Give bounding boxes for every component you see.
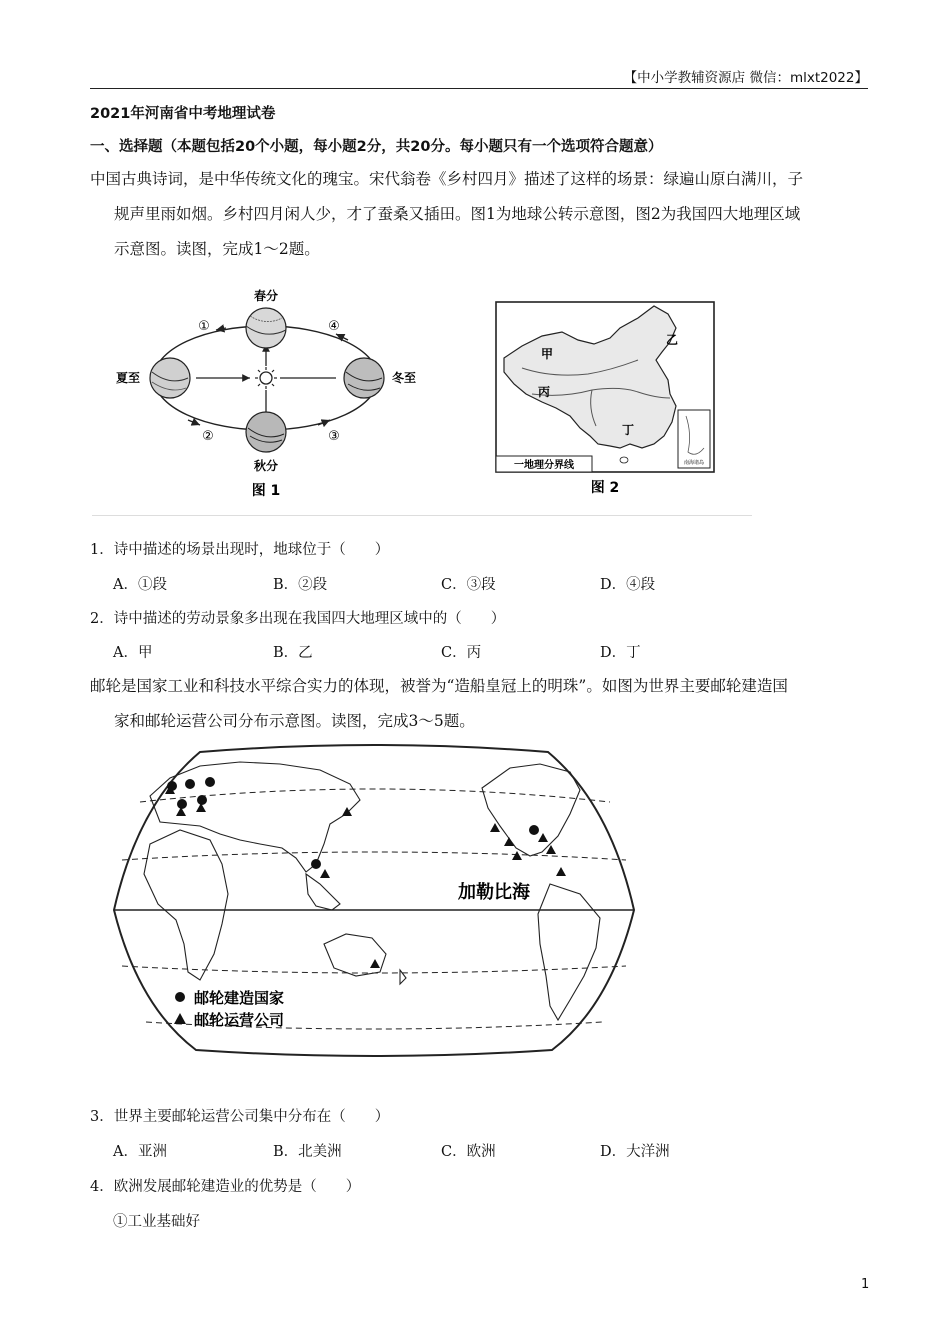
earth-winter-icon: [344, 358, 384, 398]
q2-option-b: B．乙: [273, 645, 313, 661]
figure-divider: [92, 515, 752, 516]
passage-2-line-2: 家和邮轮运营公司分布示意图。读图，完成3～5题。: [114, 712, 475, 730]
region-ding-label: 丁: [621, 423, 635, 437]
passage-1-line-2: 规声里雨如烟。乡村四月闲人少，才了蚕桑又插田。图1为地球公转示意图，图2为我国四大地理区域: [114, 205, 801, 223]
header-rule: [90, 88, 868, 89]
region-jia-label: 甲: [540, 347, 554, 361]
legend-build-marker: [175, 992, 185, 1002]
page-number: 1: [861, 1277, 870, 1292]
earth-spring-icon: [246, 308, 286, 348]
q3-option-c: C．欧洲: [441, 1144, 496, 1160]
q2-option-d: D．丁: [600, 645, 641, 661]
earth-summer-icon: [150, 358, 190, 398]
q1-option-c: C．③段: [441, 577, 496, 593]
segment-2-label: ②: [202, 429, 214, 444]
question-4: 4．欧洲发展邮轮建造业的优势是（ ）: [90, 1179, 361, 1195]
inset-label: 南海诸岛: [683, 460, 705, 466]
map-border: [114, 745, 634, 1056]
q2-option-c: C．丙: [441, 645, 482, 661]
label-autumn: 秋分: [253, 459, 279, 473]
figure-2-caption: 图 2: [590, 480, 620, 496]
q3-option-a: A．亚洲: [113, 1144, 167, 1160]
question-2: 2．诗中描述的劳动景象多出现在我国四大地理区域中的（ ）: [90, 611, 506, 627]
section-heading: 一、选择题（本题包括20个小题，每小题2分，共20分。每小题只有一个选项符合题意）: [90, 139, 663, 155]
figure-2-china-regions-map: [492, 298, 718, 500]
label-winter: 冬至: [391, 371, 417, 385]
passage-1-line-1: 中国古典诗词，是中华传统文化的瑰宝。宋代翁卷《乡村四月》描述了这样的场景：绿遍山原白满川，子: [90, 170, 804, 188]
q3-option-b: B．北美洲: [273, 1144, 342, 1160]
q1-option-d: D．④段: [600, 577, 656, 593]
q2-option-a: A．甲: [113, 645, 153, 661]
label-summer: 夏至: [115, 371, 141, 385]
passage-1-line-3: 示意图。读图，完成1～2题。: [114, 240, 320, 258]
map-legend-text: 一地理分界线: [514, 460, 574, 471]
figure-1-caption: 图 1: [251, 483, 281, 499]
passage-2-line-1: 邮轮是国家工业和科技水平综合实力的体现，被誉为“造船皇冠上的明珠”。如图为世界主要邮轮建造国: [90, 677, 788, 695]
region-bing-label: 丙: [537, 385, 551, 399]
q1-option-a: A．①段: [113, 577, 167, 593]
caribbean-label: 加勒比海: [458, 882, 530, 903]
world-cruise-map: [110, 744, 638, 1060]
sun-icon: [255, 367, 277, 389]
q4-item-1: ①工业基础好: [113, 1214, 200, 1230]
segment-1-label: ①: [198, 319, 210, 334]
exam-title: 2021年河南省中考地理试卷: [90, 106, 276, 122]
label-spring: 春分: [253, 289, 279, 303]
legend-build-label: 邮轮建造国家: [194, 989, 285, 1007]
q1-option-b: B．②段: [273, 577, 328, 593]
question-3: 3．世界主要邮轮运营公司集中分布在（ ）: [90, 1109, 390, 1125]
segment-3-label: ③: [328, 429, 340, 444]
q3-option-d: D．大洋洲: [600, 1144, 670, 1160]
passage-1: [90, 162, 868, 267]
passage-2: [90, 669, 868, 739]
legend-operate-label: 邮轮运营公司: [194, 1011, 285, 1029]
segment-4-label: ④: [328, 319, 340, 334]
header-text: 【中小学教辅资源店 微信：mlxt2022】: [623, 70, 868, 86]
region-yi-label: 乙: [665, 333, 679, 347]
question-1: 1．诗中描述的场景出现时，地球位于（ ）: [90, 542, 390, 558]
earth-autumn-icon: [246, 412, 286, 452]
figure-1-orbit-diagram: [108, 280, 428, 505]
